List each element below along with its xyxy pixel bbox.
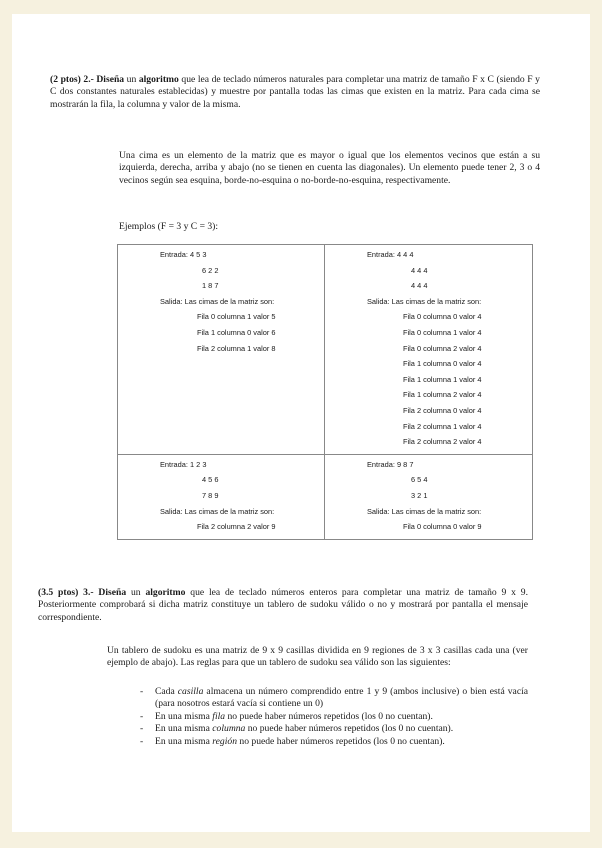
example-result: Fila 0 columna 2 valor 4 bbox=[403, 343, 482, 353]
exercise-3-word-un: un bbox=[130, 587, 141, 598]
example-output-label: Salida: Las cimas de la matriz son: bbox=[367, 296, 482, 306]
sudoku-rule bbox=[140, 723, 528, 735]
example-input-row: 4 5 6 bbox=[202, 475, 219, 485]
example-result: Fila 1 columna 0 valor 4 bbox=[403, 359, 482, 369]
exercise-3-algorithm: algoritmo bbox=[145, 587, 186, 598]
example-output-label: Salida: Las cimas de la matriz son: bbox=[160, 506, 275, 516]
rule-text-start: En una misma bbox=[155, 723, 213, 735]
rule-keyword: fila bbox=[212, 710, 226, 722]
example-input-row: 6 5 4 bbox=[411, 475, 428, 485]
exercise-3-points: (3.5 ptos) bbox=[38, 587, 79, 598]
example-result: Fila 0 columna 0 valor 9 bbox=[403, 522, 482, 532]
example-input-row: 4 4 4 bbox=[411, 281, 428, 291]
example-input-label: Entrada: 9 8 7 bbox=[367, 459, 414, 469]
sudoku-rule bbox=[140, 711, 528, 723]
rule-text-start: En una misma bbox=[155, 710, 213, 722]
exercise-2-word-un: un bbox=[126, 74, 137, 85]
example-input-row: 6 2 2 bbox=[202, 265, 219, 275]
example-result: Fila 0 columna 1 valor 5 bbox=[197, 312, 276, 322]
example-input-label: Entrada: 1 2 3 bbox=[160, 459, 207, 469]
example-result: Fila 1 columna 1 valor 4 bbox=[403, 374, 482, 384]
rule-text-start: Cada bbox=[155, 686, 178, 697]
example-cell bbox=[325, 245, 533, 455]
sudoku-rule bbox=[140, 686, 528, 711]
exercise-3-verb: Diseña bbox=[98, 587, 127, 598]
rule-text-end: no puede haber números repetidos (los 0 no cuentan). bbox=[245, 723, 454, 735]
examples-table bbox=[117, 244, 533, 540]
sudoku-rule bbox=[140, 736, 528, 748]
example-cell bbox=[118, 454, 325, 539]
example-result: Fila 2 columna 1 valor 4 bbox=[403, 421, 482, 431]
exercise-2-algorithm: algoritmo bbox=[138, 74, 179, 85]
exercise-2-text: que lea de teclado números naturales para completar una matriz de tamaño F x C (siendo F y C dos constantes naturales establecidas) y muestre por pantalla todas las cimas que existen en la matriz. Para cada cima se mostrarán la fila, la columna y valor de la misma. bbox=[50, 74, 540, 110]
rule-text-end: no puede haber números repetidos (los 0 no cuentan). bbox=[237, 735, 445, 747]
exercise-3-text: que lea de teclado números enteros para completar una matriz de tamaño 9 x 9. Posteriormente comprobará si dicha matriz constituye un tablero de sudoku válido o no y mostrará por pantalla el mensaje correspondiente. bbox=[38, 587, 528, 623]
exercise-2-definition: Una cima es un elemento de la matriz que es mayor o igual que los elementos vecinos que están a su izquierda, derecha, arriba y abajo (no se tienen en cuenta las diagonales). Un elemento puede tener 2, 3 o 4 vecinos según sea esquina, borde-no-esquina o no-borde-no-esquina, respectivamente. bbox=[119, 150, 540, 186]
example-result: Fila 1 columna 0 valor 6 bbox=[197, 327, 276, 337]
example-result: Fila 0 columna 0 valor 4 bbox=[403, 312, 482, 322]
example-result: Fila 2 columna 1 valor 8 bbox=[197, 343, 276, 353]
example-input-row: 1 8 7 bbox=[202, 281, 219, 291]
exercise-2-number: 2.- bbox=[83, 74, 94, 85]
rule-text-end: no puede haber números repetidos (los 0 no cuentan). bbox=[225, 710, 433, 722]
rule-keyword: casilla bbox=[177, 686, 204, 697]
example-output-label: Salida: Las cimas de la matriz son: bbox=[367, 506, 482, 516]
example-cell bbox=[325, 454, 533, 539]
exercise-3-definition: Un tablero de sudoku es una matriz de 9 x 9 casillas dividida en 9 regiones de 3 x 3 casillas cada una (ver ejemplo de abajo). Las reglas para que un tablero de sudoku sea válido son las siguientes: bbox=[107, 645, 528, 669]
examples-label: Ejemplos (F = 3 y C = 3): bbox=[119, 221, 219, 232]
example-input-label: Entrada: 4 5 3 bbox=[160, 250, 207, 259]
example-input-row: 4 4 4 bbox=[411, 265, 428, 275]
example-input-row: 3 2 1 bbox=[411, 490, 428, 500]
rule-text-end: almacena un número comprendido entre 1 y 9 (ambos inclusive) o bien está vacía (para nosotros estará vacía si contiene un 0) bbox=[155, 686, 528, 710]
example-output-label: Salida: Las cimas de la matriz son: bbox=[160, 296, 275, 306]
example-result: Fila 2 columna 2 valor 9 bbox=[197, 522, 276, 532]
example-result: Fila 2 columna 2 valor 4 bbox=[403, 437, 482, 447]
rule-text-start: En una misma bbox=[155, 735, 213, 747]
exercise-2-points: (2 ptos) bbox=[50, 74, 81, 85]
exercise-2-verb: Diseña bbox=[96, 74, 125, 85]
example-input-label: Entrada: 4 4 4 bbox=[367, 250, 414, 259]
example-result: Fila 0 columna 1 valor 4 bbox=[403, 327, 482, 337]
rule-keyword: columna bbox=[212, 723, 246, 735]
rule-keyword: región bbox=[212, 735, 237, 747]
exercise-2-statement bbox=[50, 74, 540, 111]
exercise-3-number: 3.- bbox=[83, 587, 94, 598]
example-result: Fila 2 columna 0 valor 4 bbox=[403, 405, 482, 415]
sudoku-rules-list bbox=[140, 686, 528, 748]
example-input-row: 7 8 9 bbox=[202, 490, 219, 500]
example-result: Fila 1 columna 2 valor 4 bbox=[403, 390, 482, 400]
example-cell bbox=[118, 245, 325, 455]
exercise-3-statement bbox=[38, 587, 528, 624]
